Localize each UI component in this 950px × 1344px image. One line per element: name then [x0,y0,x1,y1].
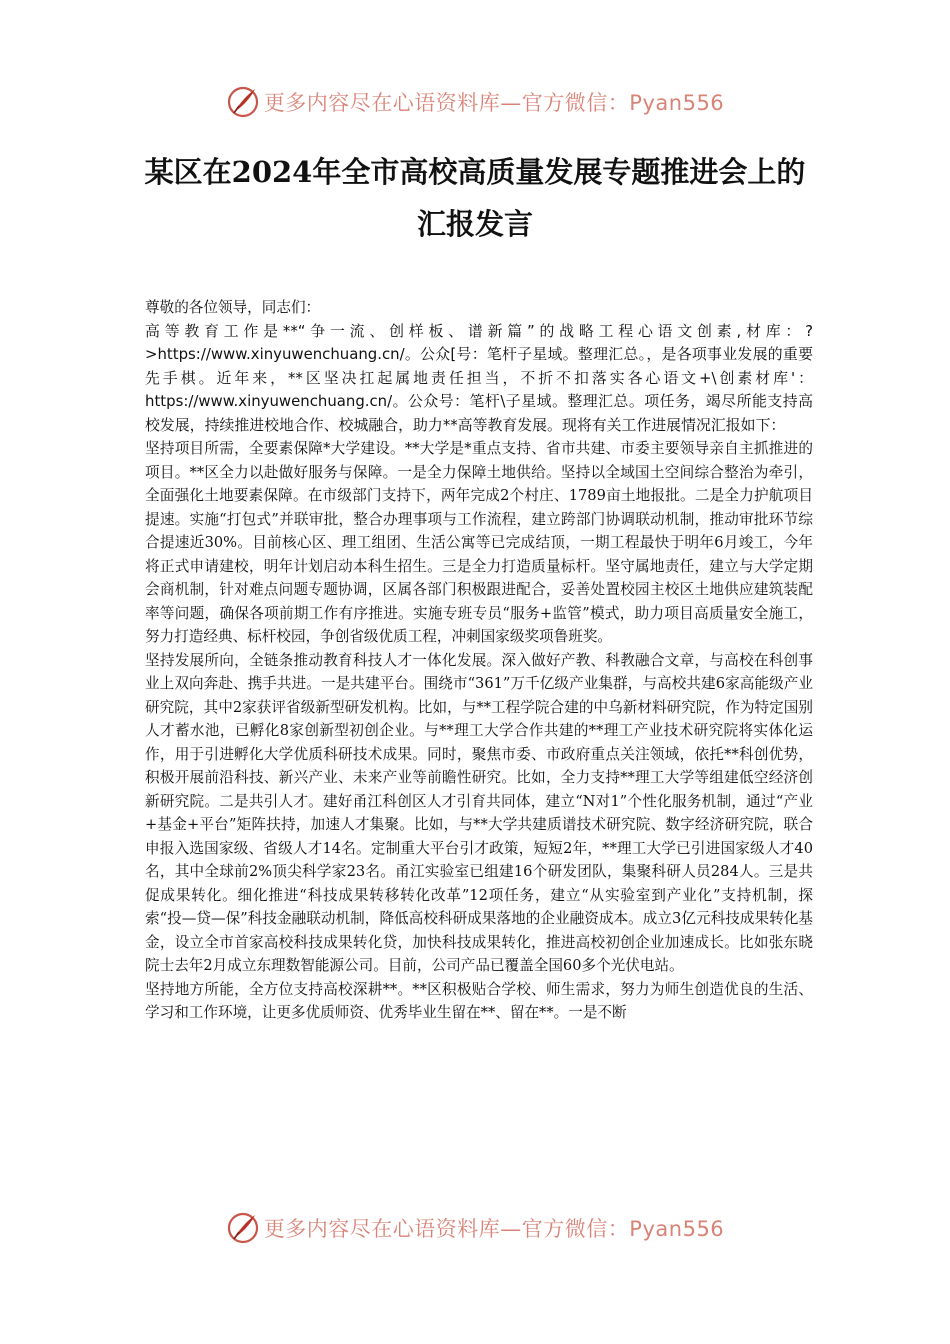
paragraph-project-support: 坚持项目所需，全要素保障*大学建设。**大学是*重点支持、省市共建、市委主要领导亲自主抓推进的项目。**区全力以赴做好服务与保障。一是全力保障土地供给。坚持以全域国土空间综合整治为牵引，全面强化土地要素保障。在市级部门支持下，两年完成2个村庄、1789亩土地报批。二是全力护航项目提速。实施“打包式”并联审批，整合办理事项与工作流程，建立跨部门协调联动机制，推动审批环节综合提速近30%。目前核心区、理工组团、生活公寓等已完成结顶，一期工程最快于明年6月竣工，今年将正式申请建校，明年计划启动本科生招生。三是全力打造质量标杆。坚守属地责任，建立与大学定期会商机制，针对难点问题专题协调，区属各部门积极跟进配合，妥善处置校园主校区土地供应建筑装配率等问题，确保各项前期工作有序推进。实施专班专员“服务+监管”模式，助力项目高质量安全施工，努力打造经典、标杆校园，争创省级优质工程，冲刺国家级奖项鲁班奖。 [145,440,813,645]
paragraph-local-support: 坚持地方所能，全方位支持高校深耕**。**区积极贴合学校、师生需求，努力为师生创造优良的生活、学习和工作环境，让更多优质师资、优秀毕业生留在**、留在**。一是不断 [145,980,813,1021]
quill-logo-icon [226,1211,260,1245]
footer-watermark-banner [0,1208,950,1248]
title-line-1: 某区在2024年全市高校高质量发展专题推进会上的 [144,155,806,189]
document-body [145,296,813,1025]
document-title [100,146,850,250]
watermark-text: 更多内容尽在心语资料库—官方微信：Pyan556 [263,91,725,115]
intro-paragraph: 高等教育工作是**“争一流、创样板、谱新篇”的战略工程心语文创素,材库：?>https://www.xinyuwenchuang.cn/。公众[号：笔杆子星域。整理汇总。，是各项事业发展的重要先手棋。近年来，**区坚决扛起属地责任担当，不折不扣落实各心语文+\创素材库'：https://www.xinyuwenchuang.cn/。公众号：笔杆\子星域。整理汇总。项任务，竭尽所能支持高校发展，持续推进校地合作、校城融合，助力**高等教育发展。现将有关工作进展情况汇报如下： [145,321,813,434]
watermark-text: 更多内容尽在心语资料库—官方微信：Pyan556 [263,1217,725,1241]
header-watermark-banner [0,82,950,122]
title-line-2: 汇报发言 [416,207,533,241]
quill-logo-icon [226,85,260,119]
greeting: 尊敬的各位领导，同志们： [145,299,321,316]
paragraph-development: 坚持发展所向，全链条推动教育科技人才一体化发展。深入做好产教、科教融合文章，与高校在科创事业上双向奔赴、携手共进。一是共建平台。围绕市“361”万千亿级产业集群，与高校共建6家高能级产业研究院，其中2家获评省级新型研发机构。比如，与**工程学院合建的中乌新材料研究院，作为特定国别人才蓄水池，已孵化8家创新型初创企业。与**理工大学合作共建的**理工产业技术研究院将实体化运作，用于引进孵化大学优质科研技术成果。同时，聚焦市委、市政府重点关注领域，依托**科创优势，积极开展前沿科技、新兴产业、未来产业等前瞻性研究。比如，全力支持**理工大学等组建低空经济创新研究院。二是共引人才。建好甬江科创区人才引育共同体，建立“N对1”个性化服务机制，通过“产业+基金+平台”矩阵扶持，加速人才集聚。比如，与**大学共建质谱技术研究院、数字经济研究院，联合申报入选国家级、省级人才14名。定制重大平台引才政策，短短2年，**理工大学已引进国家级人才40名，其中全球前2%顶尖科学家23名。甬江实验室已组建16个研发团队，集聚科研人员284人。三是共促成果转化。细化推进“科技成果转移转化改革”12项任务，建立“从实验室到产业化”支持机制，探索“投—贷—保”科技金融联动机制，降低高校科研成果落地的企业融资成本。成立3亿元科技成果转化基金，设立全市首家高校科技成果转化贷，加快科技成果转化，推进高校初创企业加速成长。比如张东晓院士去年2月成立东理数智能源公司。目前，公司产品已覆盖全国60多个光伏电站。 [145,651,813,974]
